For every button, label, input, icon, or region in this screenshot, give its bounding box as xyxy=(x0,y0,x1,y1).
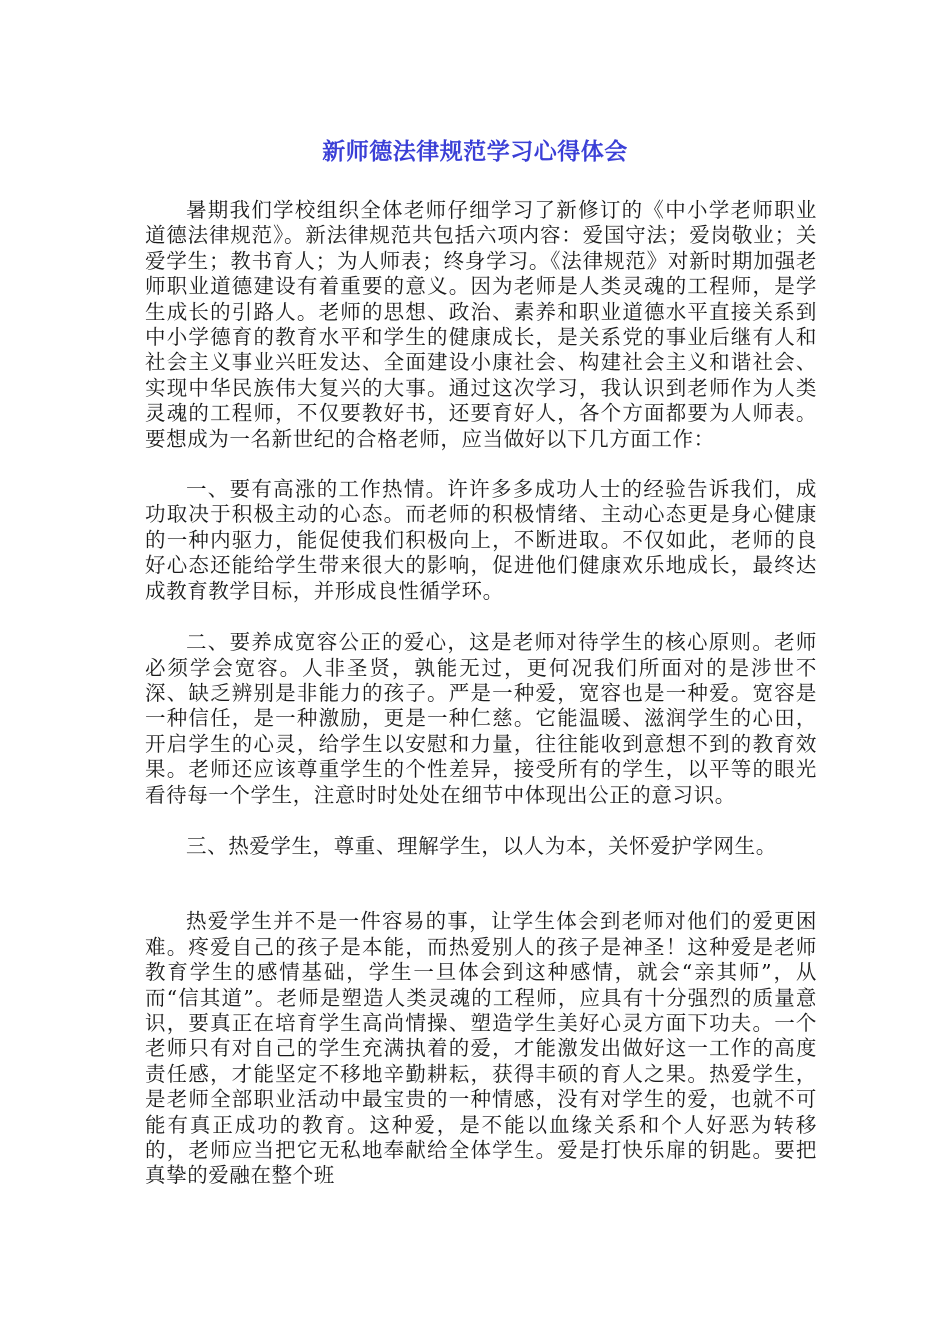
paragraph-spacer xyxy=(145,859,817,909)
paragraph-love-students: 热爱学生并不是一件容易的事，让学生体会到老师对他们的爱更困难。疼爱自己的孩子是本能，而热爱别人的孩子是神圣！这种爱是老师教育学生的感情基础，学生一旦体会到这种感情，就会“亲其师”，从而“信其道”。老师是塑造人类灵魂的工程师，应具有十分强烈的质量意识，要真正在培育学生高尚情操、塑造学生美好心灵方面下功夫。一个老师只有对自己的学生充满执着的爱，才能激发出做好这一工作的高度责任感，才能坚定不移地辛勤耕耘，获得丰硕的育人之果。热爱学生，是老师全部职业活动中最宝贵的一种情感，没有对学生的爱，也就不可能有真正成功的教育。这种爱，是不能以血缘关系和个人好恶为转移的，老师应当把它无私地奉献给全体学生。爱是打快乐扉的钥匙。要把真挚的爱融在整个班 xyxy=(145,909,817,1188)
paragraph-point-one: 一、要有高涨的工作热情。许许多多成功人士的经验告诉我们，成功取决于积极主动的心态。而老师的积极情绪、主动心态更是身心健康的一种内驱力，能促使我们积极向上，不断进取。不仅如此，老师的良好心态还能给学生带来很大的影响，促进他们健康欢乐地成长，最终达成教育教学目标，并形成良性循学环。 xyxy=(145,477,817,603)
paragraph-point-three: 三、热爱学生，尊重、理解学生，以人为本，关怀爱护学网生。 xyxy=(186,833,777,858)
paragraph-spacer xyxy=(145,452,817,477)
paragraph-spacer xyxy=(145,604,817,630)
paragraph-point-two: 二、要养成宽容公正的爱心，这是老师对待学生的核心原则。老师必须学会宽容。人非圣贤，孰能无过，更何况我们所面对的是涉世不深、缺乏辨别是非能力的孩子。严是一种爱，宽容也是一种爱。宽容是一种信任，是一种激励，更是一种仁慈。它能温暖、滋润学生的心田，开启学生的心灵，给学生以安慰和力量，往往能收到意想不到的教育效果。老师还应该尊重学生的个性差异，接受所有的学生，以平等的眼光看待每一个学生，注意时时处处在细节中体现出公正的意习识。 xyxy=(145,630,817,807)
paragraph-spacer xyxy=(145,808,817,834)
document-title: 新师德法律规范学习心得体会 xyxy=(322,139,628,165)
document-body xyxy=(145,198,817,1189)
paragraph-intro: 暑期我们学校组织全体老师仔细学习了新修订的《中小学老师职业道德法律规范》。新法律规范共包括六项内容：爱国守法；爱岗敬业；关爱学生；教书育人；为人师表；终身学习。《法律规范》对新时期加强老师职业道德建设有着重要的意义。因为老师是人类灵魂的工程师，是学生成长的引路人。老师的思想、政治、素养和职业道德水平直接关系到中小学德育的教育水平和学生的健康成长，是关系党的事业后继有人和社会主义事业兴旺发达、全面建设小康社会、构建社会主义和谐社会、实现中华民族伟大复兴的大事。通过这次学习，我认识到老师作为人类灵魂的工程师，不仅要教好书，还要育好人，各个方面都要为人师表。要想成为一名新世纪的合格老师，应当做好以下几方面工作： xyxy=(145,198,817,451)
